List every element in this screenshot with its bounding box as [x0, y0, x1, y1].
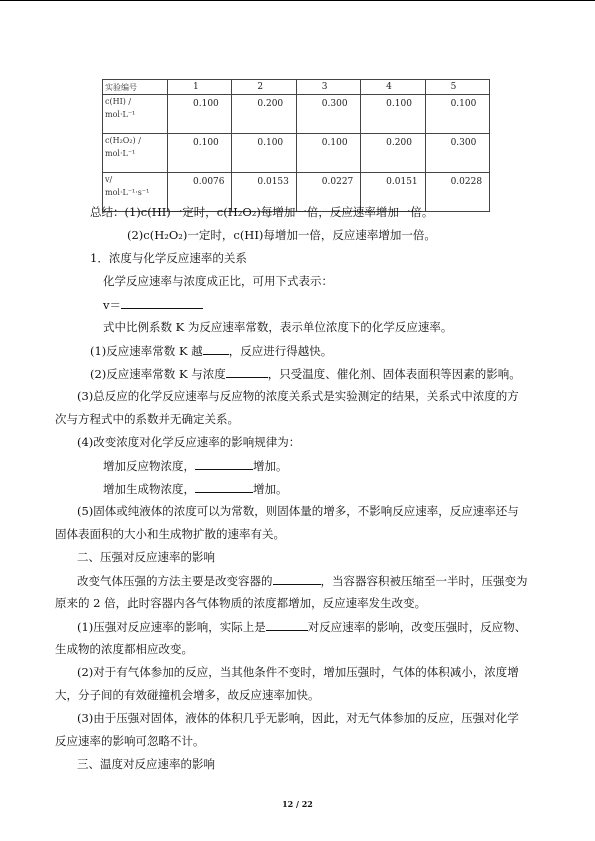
body-text: 固体表面积的大小和生成物扩散的速率有关。: [55, 527, 285, 541]
table-cell: 0.0151: [361, 173, 425, 212]
page-top-rule: [0, 0, 595, 1]
table-cell: 0.300: [296, 95, 360, 134]
body-text: (2)反应速率常数 K 与浓度 ，只受温度、催化剂、固体表面积等因素的影响。: [90, 367, 521, 381]
table-cell: 0.100: [232, 134, 296, 173]
fill-blank[interactable]: [203, 343, 229, 355]
experiment-table: [102, 79, 490, 212]
table-cell: 0.100: [361, 95, 425, 134]
table-cell: 0.100: [425, 95, 489, 134]
table-row: [103, 134, 490, 173]
section-heading: 三、温度对反应速率的影响: [77, 757, 215, 771]
table-cell: 0.300: [425, 134, 489, 173]
table-cell: 0.0153: [232, 173, 296, 212]
body-text: 大，分子间的有效碰撞机会增多，故反应速率加快。: [55, 688, 320, 702]
table-row: [103, 95, 490, 134]
table-header-row: [103, 80, 490, 95]
fill-blank[interactable]: [195, 481, 253, 493]
body-text: (1)压强对反应速率的影响，实际上是 对反应速率的影响，改变压强时，反应物、: [77, 620, 527, 634]
table-cell: 0.0228: [425, 173, 489, 212]
fill-blank[interactable]: [195, 458, 253, 470]
section-heading: 二、压强对反应速率的影响: [77, 550, 215, 564]
body-text: 次与方程式中的系数并无确定关系。: [55, 412, 239, 426]
row-label: c(HI) / mol·L⁻¹: [103, 95, 168, 134]
fill-blank[interactable]: [266, 619, 308, 631]
body-text: (2)对于有气体参加的反应，当其他条件不变时，增加压强时，气体的体积减小，浓度增: [77, 665, 519, 679]
section-heading: 1．浓度与化学反应速率的关系: [90, 251, 247, 265]
header-cell: 2: [232, 80, 296, 95]
page-number: 12 / 22: [282, 799, 313, 809]
body-text: (3)总反应的化学反应速率与反应物的浓度关系式是实验测定的结果，关系式中浓度的方: [77, 389, 519, 403]
table-cell: 0.100: [296, 134, 360, 173]
body-text: 生成物的浓度都相应改变。: [55, 642, 193, 656]
table-cell: 0.100: [168, 134, 232, 173]
header-cell: 4: [361, 80, 425, 95]
table-cell: 0.200: [232, 95, 296, 134]
body-text: 增加反应物浓度， 增加。: [103, 459, 288, 473]
table-cell: 0.100: [168, 95, 232, 134]
body-text: (5)固体或纯液体的浓度可以为常数，则固体量的增多，不影响反应速率，反应速率还与: [77, 504, 519, 518]
fill-blank[interactable]: [121, 297, 203, 309]
summary-line-1: 总结：(1)c(HI)一定时，c(H₂O₂)每增加一倍，反应速率增加一倍。: [90, 205, 434, 219]
header-cell: 1: [168, 80, 232, 95]
fill-blank[interactable]: [273, 573, 321, 585]
body-text: 化学反应速率与浓度成正比，可用下式表示：: [103, 274, 333, 288]
header-cell: 3: [296, 80, 360, 95]
body-text: (3)由于压强对固体，液体的体积几乎无影响，因此，对无气体参加的反应，压强对化学: [77, 711, 519, 725]
table-cell: 0.0227: [296, 173, 360, 212]
formula-line: v＝: [103, 297, 203, 313]
body-text: (4)改变浓度对化学反应速率的影响规律为：: [77, 435, 301, 449]
body-text: 原来的 2 倍，此时容器内各气体物质的浓度都增加，反应速率发生改变。: [55, 596, 427, 610]
summary-line-2: (2)c(H₂O₂)一定时，c(HI)每增加一倍，反应速率增加一倍。: [127, 228, 436, 242]
row-label: c(H₂O₂) / mol·L⁻¹: [103, 134, 168, 173]
body-text: (1)反应速率常数 K 越 ，反应进行得越快。: [90, 344, 333, 358]
fill-blank[interactable]: [226, 366, 268, 378]
header-cell: 实验编号: [103, 80, 168, 95]
table-cell: 0.0076: [168, 173, 232, 212]
body-text: 改变气体压强的方法主要是改变容器的 ，当容器容积被压缩至一半时，压强变为: [77, 574, 528, 588]
table-cell: 0.200: [361, 134, 425, 173]
body-text: 增加生成物浓度， 增加。: [103, 482, 288, 496]
body-text: 反应速率的影响可忽略不计。: [55, 734, 205, 748]
row-label: v/ mol·L⁻¹·s⁻¹: [103, 173, 168, 212]
body-text: 式中比例系数 K 为反应速率常数，表示单位浓度下的化学反应速率。: [103, 320, 453, 334]
header-cell: 5: [425, 80, 489, 95]
